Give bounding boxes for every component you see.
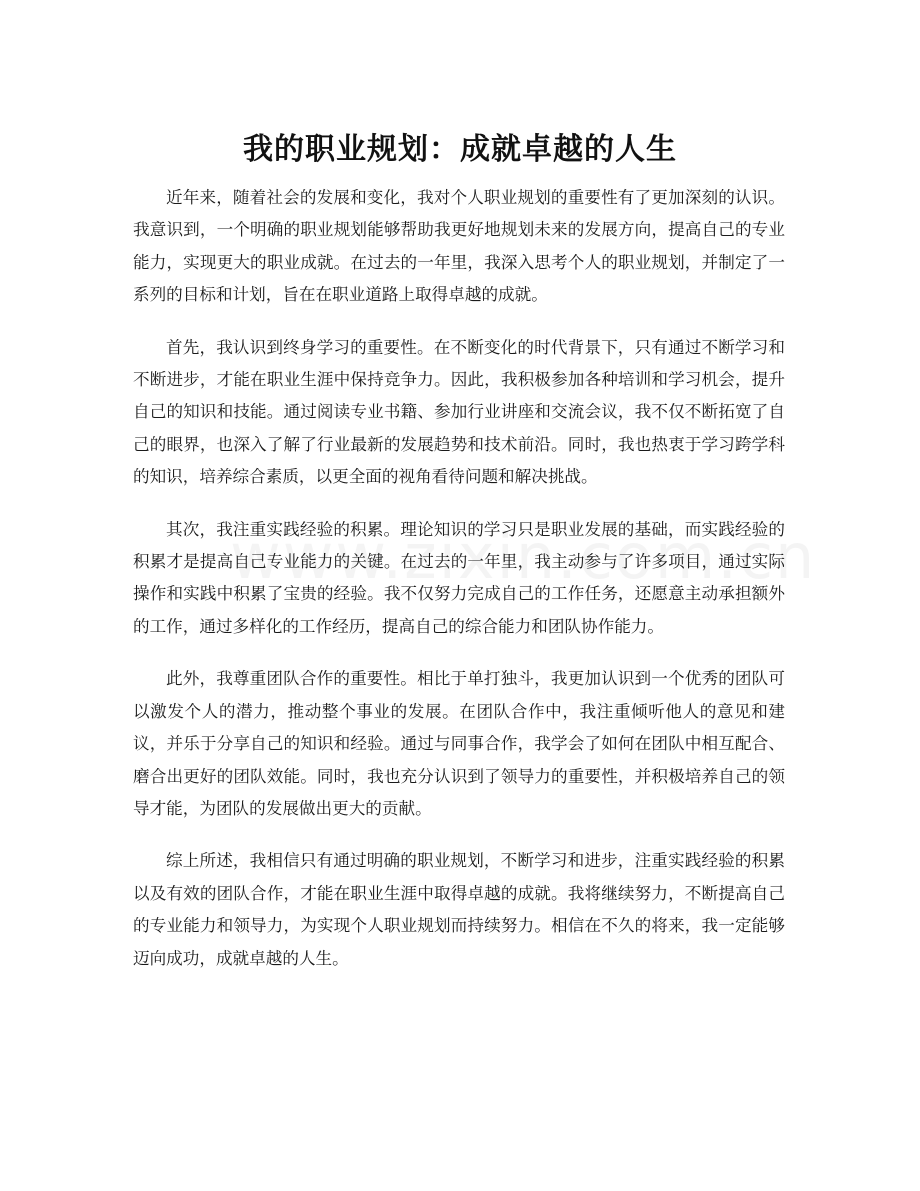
document-body — [133, 182, 785, 995]
paragraph-conclusion: 综上所述，我相信只有通过明确的职业规划，不断学习和进步，注重实践经验的积累以及有效的团队合作，才能在职业生涯中取得卓越的成就。我将继续努力，不断提高自己的专业能力和领导力，为实现个人职业规划而持续努力。相信在不久的将来，我一定能够迈向成功，成就卓越的人生。 — [133, 851, 785, 968]
paragraph-intro: 近年来，随着社会的发展和变化，我对个人职业规划的重要性有了更加深刻的认识。我意识到，一个明确的职业规划能够帮助我更好地规划未来的发展方向，提高自己的专业能力，实现更大的职业成就。在过去的一年里，我深入思考个人的职业规划，并制定了一系列的目标和计划，旨在在职业道路上取得卓越的成就。 — [133, 188, 785, 305]
paragraph-teamwork: 此外，我尊重团队合作的重要性。相比于单打独斗，我更加认识到一个优秀的团队可以激发个人的潜力，推动整个事业的发展。在团队合作中，我注重倾听他人的意见和建议，并乐于分享自己的知识和经验。通过与同事合作，我学会了如何在团队中相互配合、磨合出更好的团队效能。同时，我也充分认识到了领导力的重要性，并积极培养自己的领导才能，为团队的发展做出更大的贡献。 — [133, 669, 785, 818]
paragraph-lifelong-learning: 首先，我认识到终身学习的重要性。在不断变化的时代背景下，只有通过不断学习和不断进步，才能在职业生涯中保持竞争力。因此，我积极参加各种培训和学习机会，提升自己的知识和技能。通过阅读专业书籍、参加行业讲座和交流会议，我不仅不断拓宽了自己的眼界，也深入了解了行业最新的发展趋势和技术前沿。同时，我也热衷于学习跨学科的知识，培养综合素质，以更全面的视角看待问题和解决挑战。 — [133, 337, 785, 487]
document-title: 我的职业规划：成就卓越的人生 — [243, 132, 677, 168]
paragraph-practical-experience: 其次，我注重实践经验的积累。理论知识的学习只是职业发展的基础，而实践经验的积累才是提高自己专业能力的关键。在过去的一年里，我主动参与了许多项目，通过实际操作和实践中积累了宝贵的经验。我不仅努力完成自己的工作任务，还愿意主动承担额外的工作，通过多样化的工作经历，提高自己的综合能力和团队协作能力。 — [133, 519, 785, 636]
